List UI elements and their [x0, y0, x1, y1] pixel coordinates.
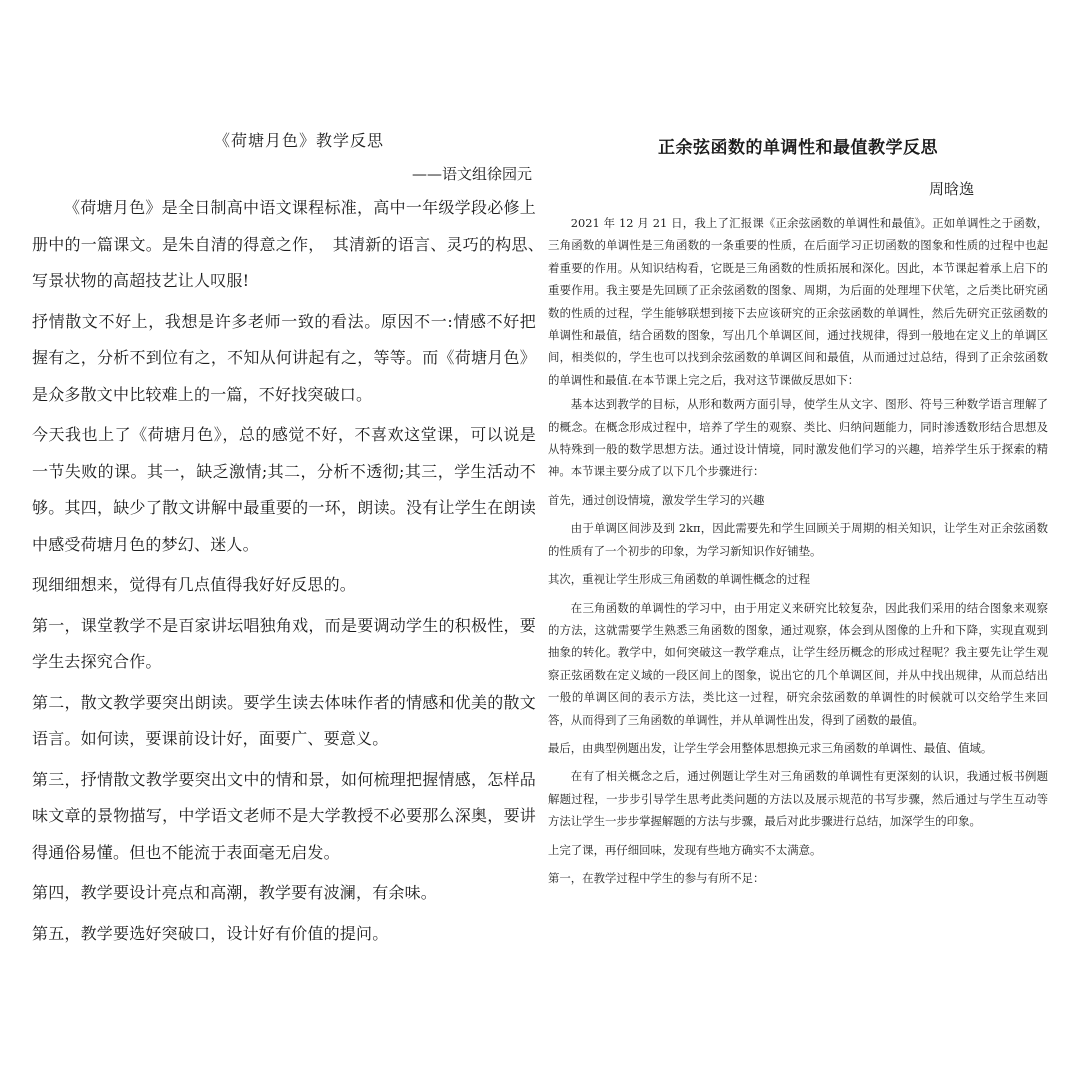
right-paragraph-2: 基本达到教学的目标，从形和数两方面引导，使学生从文字、图形、符号三种数学语言理解了的概念。在概念形成过程中，培养了学生的观察、类比、归纳问题能力，同时渗透数形结合思想及从特殊到一般的数学思想方法。通过设计情境，同时激发他们学习的兴趣，培养学生乐于探索的精神。本节课主要分成了以下几个步骤进行：: [548, 397, 1048, 479]
right-heading-first: 首先，通过创设情境，激发学生学习的兴趣: [548, 492, 765, 507]
left-paragraph-2: 抒情散文不好上，我想是许多老师一致的看法。原因不一:情感不好把握有之，分析不到位有之，不知从何讲起有之，等等。而《荷塘月色》是众多散文中比较难上的一篇，不好找突破口。: [32, 311, 536, 404]
right-heading-last: 最后，由典型例题出发，让学生学会用整体思想换元求三角函数的单调性、最值、值域。: [548, 740, 993, 755]
left-paragraph-6: 第二，散文教学要突出朗读。要学生读去体味作者的情感和优美的散文语言。如何读，要课前设计好，面要广、要意义。: [32, 692, 536, 748]
left-paragraph-4: 现细细想来，觉得有几点值得我好好反思的。: [32, 575, 357, 594]
left-paragraph-8: 第四，教学要设计亮点和高潮，教学要有波澜，有余味。: [32, 883, 438, 902]
right-paragraph-1: 2021 年 12 月 21 日，我上了汇报课《正余弦函数的单调性和最值》。正如单调性之于函数，三角函数的单调性是三角函数的一条重要的性质，在后面学习正切函数的图象和性质的过程中也起着重要的作用。从知识结构看，它既是三角函数的性质拓展和深化。因此，本节课起着承上启下的重要作用。我主要是先回顾了正余弦函数的图象、周期，为后面的处理埋下伏笔，之后类比研究函数的性质的过程，学生能够联想到接下去应该研究的正余弦函数的单调性，然后先研究正弦函数的单调性和最值，结合函数的图象，写出几个单调区间，通过找规律，得到一般地在定义上的单调区间，相类似的，学生也可以找到余弦函数的单调区间和最值，从而通过过总结，得到了正余弦函数的单调性和最值.在本节课上完之后，我对这节课做反思如下：: [548, 216, 1048, 387]
right-article-title: 正余弦函数的单调性和最值教学反思: [658, 138, 938, 158]
right-article-author: 周晗逸: [928, 180, 974, 198]
left-paragraph-3: 今天我也上了《荷塘月色》，总的感觉不好，不喜欢这堂课，可以说是一节失败的课。其一，缺乏激情;其二，分析不透彻;其三，学生活动不够。其四，缺少了散文讲解中最重要的一环，朗读。没有让学生在朗读中感受荷塘月色的梦幻、迷人。: [32, 425, 536, 554]
left-paragraph-9: 第五，教学要选好突破口，设计好有价值的提问。: [32, 923, 389, 943]
left-article-byline: ——语文组徐园元: [411, 165, 532, 183]
right-heading-second: 其次，重视让学生形成三角函数的单调性概念的过程: [548, 572, 810, 587]
left-article-title: 《荷塘月色》教学反思: [213, 131, 384, 150]
left-article: [32, 128, 553, 952]
right-paragraph-5: 在有了相关概念之后，通过例题让学生对三角函数的单调性有更深刻的认识，我通过板书例题解题过程，一步步引导学生思考此类问题的方法以及展示规范的书写步骤，然后通过与学生互动等方法让学生一步步掌握解题的方法与步骤，最后对此步骤进行总结，加深学生的印象。: [548, 769, 1048, 829]
left-paragraph-5: 第一，课堂教学不是百家讲坛唱独角戏，而是要调动学生的积极性，要学生去探究合作。: [32, 615, 536, 671]
right-paragraph-7: 第一，在教学过程中学生的参与有所不足：: [548, 870, 765, 885]
right-article: [548, 134, 1048, 889]
right-paragraph-4: 在三角函数的单调性的学习中，由于用定义来研究比较复杂，因此我们采用的结合图象来观察的方法，这就需要学生熟悉三角函数的图象，通过观察，体会到从图像的上升和下降，实现直观到抽象的转化。教学中，如何突破这一教学难点，让学生经历概念的形成过程呢？我主要先让学生观察正弦函数在定义域的一段区间上的图象，说出它的几个单调区间，并从中找出规律，从而总结出一般的单调区间的表示方法，类比这一过程，研究余弦函数的单调性的时候就可以交给学生来回答，从而得到了三角函数的单调性，并从单调性出发，得到了函数的最值。: [548, 600, 1048, 727]
left-paragraph-7: 第三，抒情散文教学要突出文中的情和景，如何梳理把握情感，怎样品味文章的景物描写，中学语文老师不是大学教授不必要那么深奥，要讲得通俗易懂。但也不能流于表面毫无启发。: [32, 769, 536, 862]
left-paragraph-1: 《荷塘月色》是全日制高中语文课程标准，高中一年级学段必修上册中的一篇课文。是朱自清的得意之作， 其清新的语言、灵巧的构思、 写景状物的高超技艺让人叹服!: [32, 198, 553, 290]
right-paragraph-6: 上完了课，再仔细回味，发现有些地方确实不太满意。: [548, 842, 822, 857]
right-paragraph-3: 由于单调区间涉及到 2kπ，因此需要先和学生回顾关于周期的相关知识，让学生对正余弦函数的性质有了一个初步的印象，为学习新知识作好铺垫。: [548, 521, 1048, 558]
